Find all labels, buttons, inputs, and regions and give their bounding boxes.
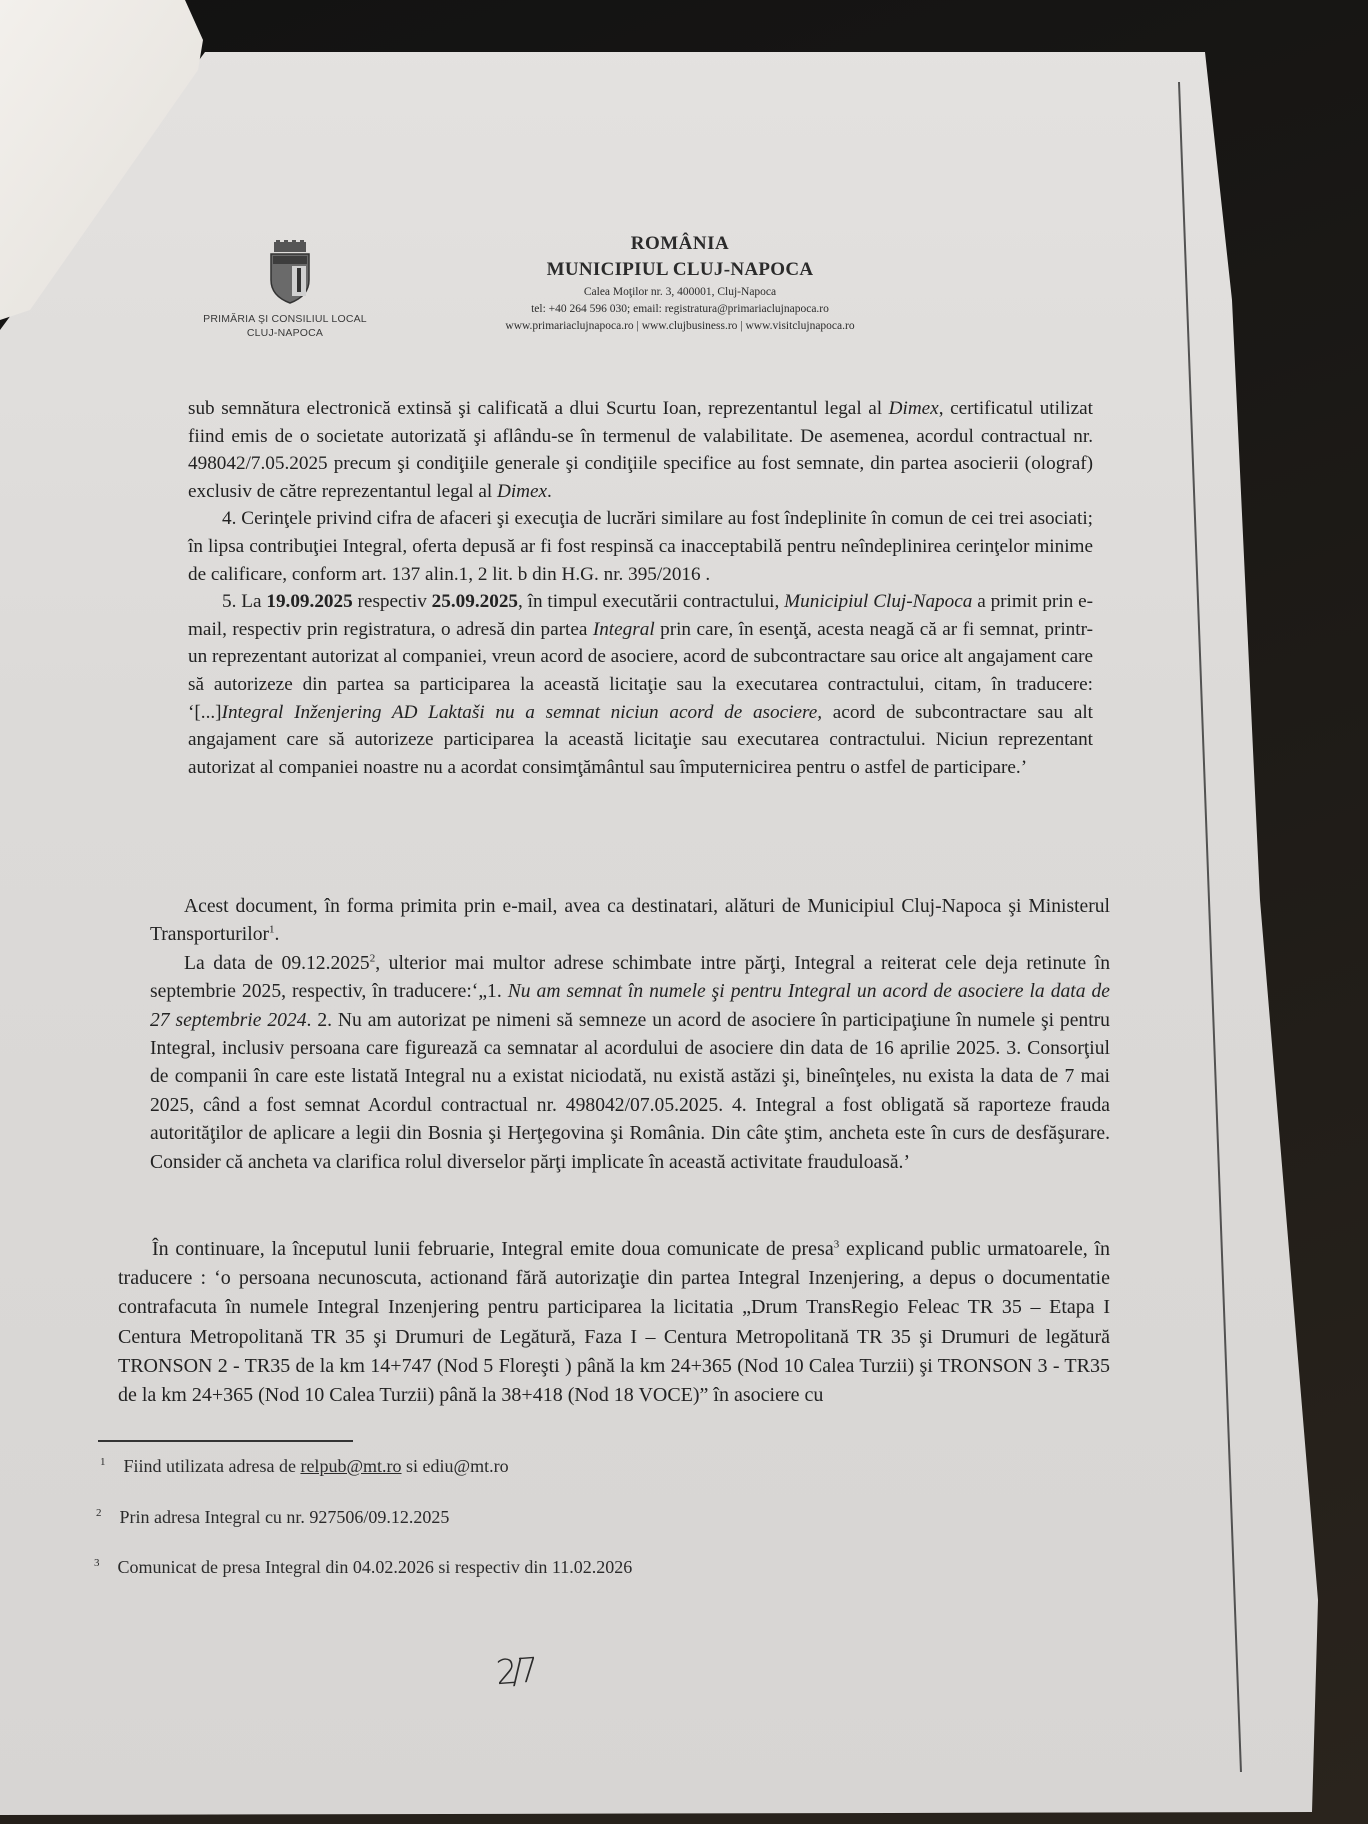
paragraph-8: În continuare, la începutul lunii februarie, Integral emite doua comunicate de presa$^3$ explicand public urmatoarele, în traducere : ‘o persoana necunoscuta, actionand fără autorizaţie din partea Integral Inzenjering, a depus o documentatie contrafacuta în numele Integral Inzenjering pentru participarea la licitatia „Drum TransRegio Feleac TR 35 – Etapa I Centura Metropolitană TR 35 şi Drumuri de Legătură, Faza I – Centura Metropolitană TR 35 şi Drumuri de legătură TRONSON 2 - TR35 de la km 14+747 (Nod 5 Floreşti ) până la km 24+365 (Nod 10 Calea Turzii) şi TRONSON 3 - TR35 de la km 24+365 (Nod 10 Calea Turzii) până la 38+418 (Nod 18 VOCE)” în asociere cu — [118, 1238, 1110, 1407]
municipality-title: MUNICIPIUL CLUJ-NAPOCA — [546, 259, 814, 280]
country-title: ROMÂNIA — [630, 233, 730, 254]
handwritten-page-number: 2/7 — [494, 1650, 535, 1694]
footnote-ref-1[interactable]: 1 — [269, 923, 275, 936]
body-upper — [188, 395, 1093, 781]
paragraph-4: 4. Cerinţele privind cifra de afaceri şi execuţia de lucrări similare au fost îndeplinite în comun de cei trei asociati; în lipsa contribuţiei Integral, oferta depusă ar fi fost respinsă ca inacceptabilă pentru neîndeplinirea cerinţelor minime de calificare, conform art. 137 alin.1, 2 lit. b din H.G. nr. 395/2016 . — [188, 508, 1093, 585]
coat-of-arms-icon — [268, 240, 312, 304]
letterhead — [440, 232, 920, 335]
websites: www.primariaclujnapoca.ro | www.clujbusiness.ro | www.visitclujnapoca.ro — [505, 320, 855, 332]
body-middle — [150, 893, 1110, 1177]
body-lower — [118, 1235, 1110, 1410]
paragraph-continued: sub semnătura electronică extinsă şi calificată a dlui Scurtu Ioan, reprezentantul legal al Dimex, certificatul utilizat fiind emis de o societate autorizată şi aflându-se în termenul de valabilitate. De asemenea, acordul contractual nr. 498042/7.05.2025 precum şi condiţiile generale şi condiţiile specifice au fost semnate, din partea asocierii (olograf) exclusiv de către reprezentantul legal al Dimex. — [188, 398, 1093, 502]
email-link[interactable]: relpub@mt.ro — [300, 1456, 402, 1476]
contact-info: tel: +40 264 596 030; email: registratura@primariaclujnapoca.ro — [531, 303, 829, 315]
address: Calea Moţilor nr. 3, 400001, Cluj-Napoca — [583, 286, 777, 298]
paragraph-6: Acest document, în forma primita prin e-mail, avea ca destinatari, alături de Municipiul Cluj-Napoca şi Ministerul Transporturilor$^1$. — [150, 896, 1110, 946]
footnote-ref-2[interactable]: 2 — [369, 952, 376, 965]
footnote-2: $^2$ Prin adresa Integral cu nr. 927506/09.12.2025 — [96, 1507, 450, 1527]
institution-name: PRIMĂRIA ŞI CONSILIUL LOCAL CLUJ-NAPOCA — [203, 313, 367, 339]
paragraph-5: 5. La 19.09.2025 respectiv 25.09.2025, în timpul executării contractului, Municipiul Cluj-Napoca a primit prin e-mail, respectiv prin registratura, o adresă din partea Integral prin care, în esenţă, acesta neagă că ar fi semnat, printr-un reprezentant autorizat al companiei, vreun acord de asociere, acord de subcontractare sau orice alt angajament care să autorizeze din partea sa participarea la această licitaţie sau la executarea contractului, citam, în traducere: ‘[...]Integral Inženjering AD Laktaši nu a semnat niciun acord de asociere, acord de subcontractare sau alt angajament care să autorizeze participarea la această licitaţie sau executarea contractului. Niciun reprezentant autorizat al companiei noastre nu a acordat consimţământul sau împuternicirea pentru o astfel de participare.’ — [188, 591, 1094, 778]
footnote-separator — [98, 1440, 353, 1442]
paragraph-7: La data de 09.12.2025$^2$, ulterior mai multor adrese schimbate intre părţi, Integral a reiterat cele deja retinute în septembrie 2025, respectiv, în traducere:‘„1. Nu am semnat în numele şi pentru Integral un acord de asociere la data de 27 septembrie 2024. 2. Nu am autorizat pe nimeni să semneze un acord de asociere în participaţiune în numele şi pentru Integral, inclusiv persoana care figurează ca semnatar al acordului de asociere din data de 16 aprilie 2025. 3. Consorţiul de companii în care este listată Integral nu a existat niciodată, nu există astăzi şi, bineînţeles, nu exista la data de 7 mai 2025, când a fost semnat Acordul contractual nr. 498042/07.05.2025. 4. Integral a fost obligată să raporteze frauda autorităţilor de aplicare a legii din Bosnia şi Herţegovina şi România. Din câte ştim, ancheta este în curs de desfăşurare. Consider că ancheta va clarifica rolul diverselor părţi implicate în această activitate frauduloasă.’ — [150, 952, 1110, 1173]
footnote-ref-3[interactable]: 3 — [833, 1238, 840, 1251]
footnote-1: $^1$ Fiind utilizata adresa de relpub@mt.ro si ediu@mt.ro — [100, 1456, 509, 1476]
footnote-3: $^3$ Comunicat de presa Integral din 04.02.2026 si respectiv din 11.02.2026 — [94, 1557, 633, 1577]
